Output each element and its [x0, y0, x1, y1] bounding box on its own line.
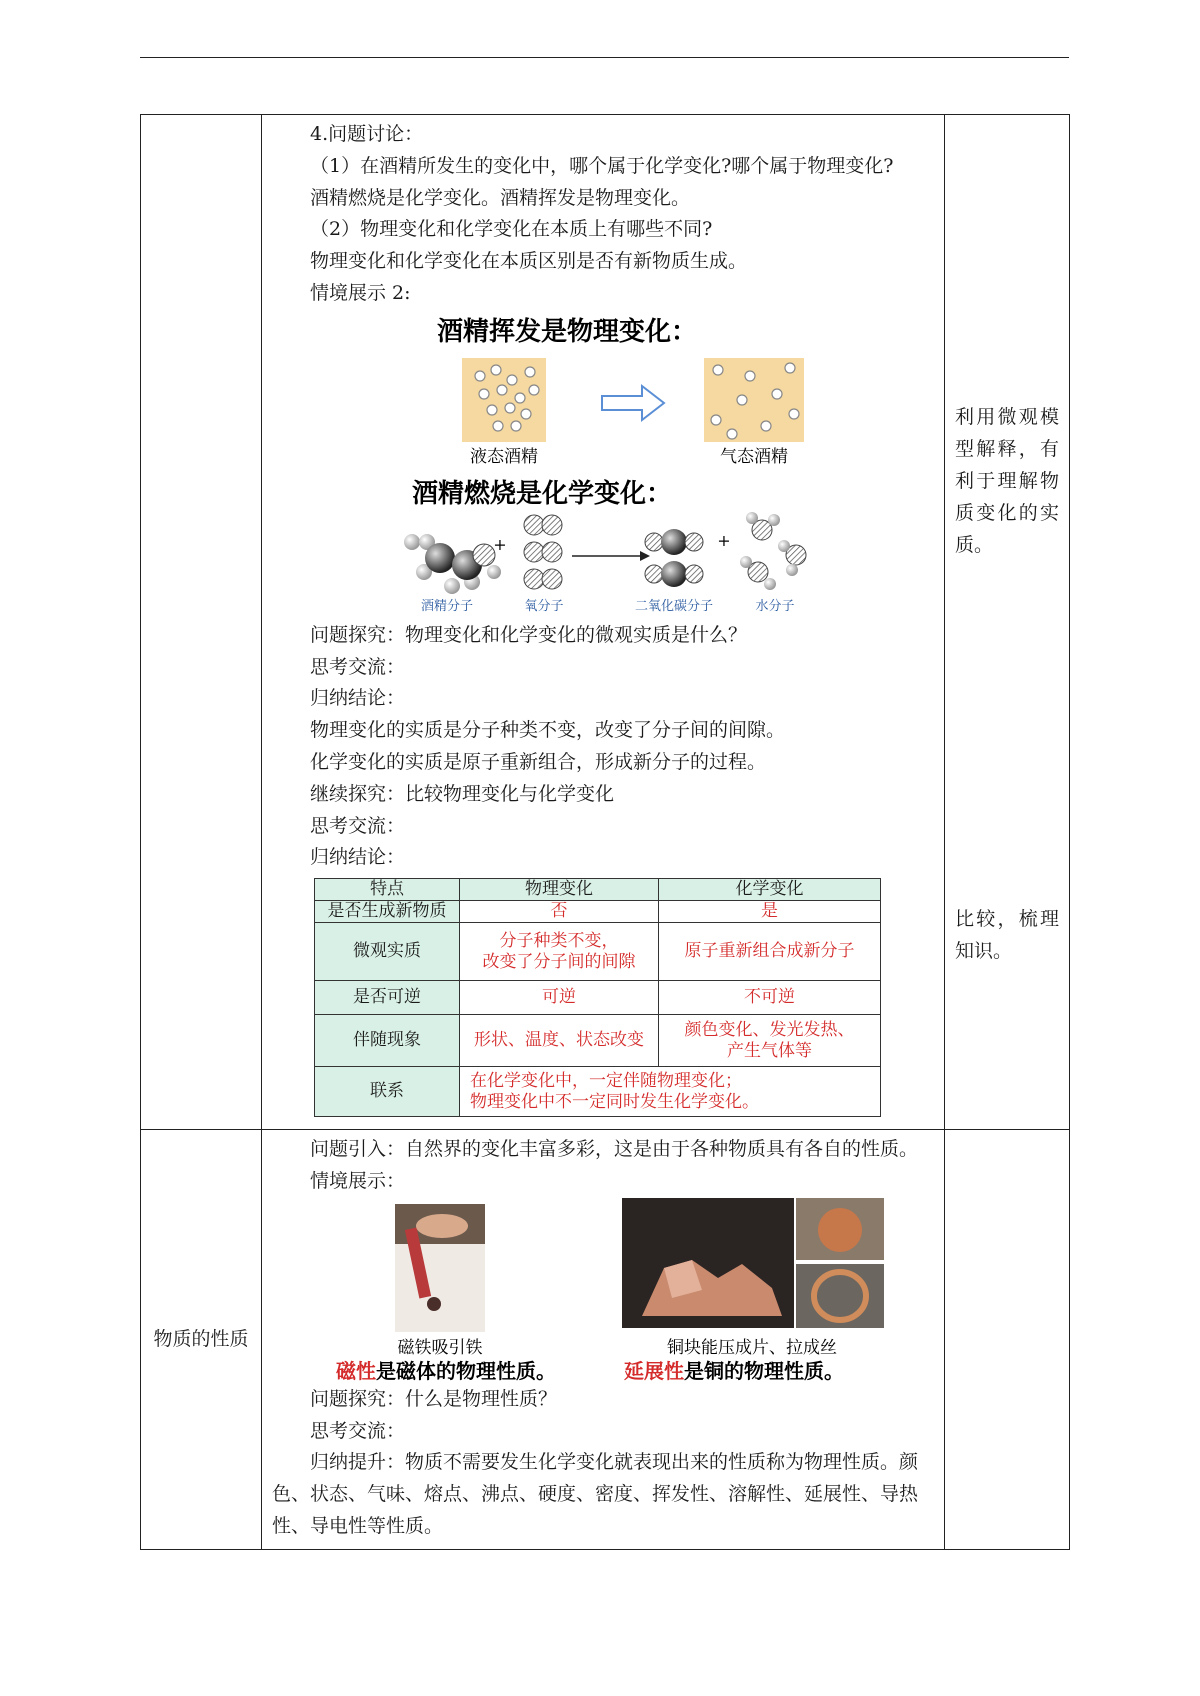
row2-content-cell: [262, 1130, 945, 1550]
para: 归纳提升：物质不需要发生化学变化就表现出来的性质称为物理性质。颜色、状态、气味、熔点、沸点、硬度、密度、挥发性、溶解性、延展性、导热性、导电性等性质。: [272, 1451, 919, 1537]
row1-label-cell: [141, 115, 262, 1130]
photo1-keyword: 磁性: [336, 1358, 376, 1383]
cmp-header: 物理变化: [460, 879, 659, 901]
row-properties: [141, 1130, 1070, 1550]
para: 酒精燃烧是化学变化。酒精挥发是物理变化。: [310, 186, 691, 209]
cmp-row: [315, 901, 881, 923]
side-note: 比较，梳理知识。: [955, 908, 1059, 962]
ethanol-molecule: [404, 534, 501, 594]
row-change-essence: [141, 115, 1070, 1130]
cmp-row-label: 微观实质: [315, 923, 460, 981]
cmp-header: 化学变化: [659, 879, 881, 901]
cmp-cell: 颜色变化、发光发热、 产生气体等: [659, 1015, 881, 1067]
copper-roll: [818, 1208, 862, 1252]
cmp-cell: 是: [659, 901, 881, 923]
cmp-link-cell: 在化学变化中，一定伴随物理变化； 物理变化中不一定同时发生化学变化。: [460, 1067, 881, 1117]
lesson-table: [140, 114, 1070, 1550]
water-label: 水分子: [755, 598, 795, 614]
ethanol-label: 酒精分子: [420, 598, 474, 614]
cmp-cell: 否: [460, 901, 659, 923]
comparison-table: [314, 878, 881, 1117]
cmp-header-row: [315, 879, 881, 901]
photo1-caption: 磁铁吸引铁: [397, 1337, 483, 1358]
oxygen-molecules: [524, 515, 562, 589]
para: （2）物理变化和化学变化在本质上有哪些不同?: [310, 218, 713, 241]
plus-sign: +: [717, 530, 731, 550]
liquid-label: 液态酒精: [470, 446, 538, 467]
para: 归纳结论：: [310, 846, 406, 869]
cmp-row: [315, 1015, 881, 1067]
photo2-statement: [624, 1359, 844, 1383]
para: 物理变化的实质是分子种类不变，改变了分子间的间隙。: [310, 719, 786, 742]
properties-figure: [272, 1198, 912, 1384]
row1-content-cell: [262, 115, 945, 1130]
co2-label: 二氧化碳分子: [634, 598, 714, 614]
cmp-row-label: 伴随现象: [315, 1015, 460, 1067]
reaction-arrowhead-icon: [640, 551, 650, 561]
para: 化学变化的实质是原子重新组合，形成新分子的过程。: [310, 750, 767, 773]
evap-title: 酒精挥发是物理变化：: [437, 316, 698, 347]
alcohol-change-figure: [272, 310, 912, 620]
row2-label-cell: [141, 1130, 262, 1550]
para: 4.问题讨论：: [310, 123, 424, 145]
side-note: 利用微观模型解释，有利于理解物质变化的实质。: [955, 406, 1059, 556]
photo1-rest: 是磁体的物理性质。: [376, 1358, 556, 1383]
iron-filings: [427, 1297, 441, 1311]
cmp-header: 特点: [315, 879, 460, 901]
cmp-row: [315, 981, 881, 1015]
para: 思考交流：: [310, 1419, 406, 1442]
para: 物理变化和化学变化在本质区别是否有新物质生成。: [310, 250, 748, 273]
para: 思考交流：: [310, 655, 406, 678]
arrow-icon: [602, 386, 664, 420]
oxygen-label: 氧分子: [524, 598, 564, 614]
plus-sign: +: [493, 534, 507, 554]
para: 问题引入：自然界的变化丰富多彩，这是由于各种物质具有各自的性质。: [310, 1138, 919, 1161]
para: 问题探究：什么是物理性质？: [310, 1387, 558, 1410]
cmp-cell: 形状、温度、状态改变: [460, 1015, 659, 1067]
para: （1）在酒精所发生的变化中，哪个属于化学变化?哪个属于物理变化?: [310, 154, 894, 177]
photo2-caption: 铜块能压成片、拉成丝: [667, 1337, 837, 1358]
photo1-statement: [336, 1359, 556, 1383]
row2-label: 物质的性质: [153, 1328, 249, 1351]
cmp-row-label: 是否可逆: [315, 981, 460, 1015]
burn-title: 酒精燃烧是化学变化：: [412, 478, 673, 509]
cmp-row-label: 联系: [315, 1067, 460, 1117]
cmp-cell: 分子种类不变， 改变了分子间的间隙: [460, 923, 659, 981]
para: 情境展示：: [310, 1169, 406, 1192]
para: 思考交流：: [310, 814, 406, 837]
photo2-keyword: 延展性: [624, 1358, 684, 1383]
photo2-rest: 是铜的物理性质。: [684, 1358, 844, 1383]
cmp-cell: 原子重新组合成新分子: [659, 923, 881, 981]
para: 归纳结论：: [310, 687, 406, 710]
para: 问题探究：物理变化和化学变化的微观实质是什么？: [310, 623, 748, 646]
para: 继续探究：比较物理变化与化学变化: [310, 782, 615, 805]
cmp-row: [315, 1067, 881, 1117]
gas-label: 气态酒精: [720, 446, 788, 467]
hand-shape: [416, 1214, 468, 1238]
cmp-row: [315, 923, 881, 981]
para: 情境展示 2:: [310, 281, 411, 304]
water-molecules: [740, 512, 806, 590]
row2-notes-cell: [945, 1130, 1070, 1550]
header-rule: [140, 57, 1069, 58]
cmp-cell: 可逆: [460, 981, 659, 1015]
cmp-row-label: 是否生成新物质: [315, 901, 460, 923]
cmp-cell: 不可逆: [659, 981, 881, 1015]
co2-molecules: [645, 529, 703, 587]
row1-notes-cell: [945, 115, 1070, 1130]
